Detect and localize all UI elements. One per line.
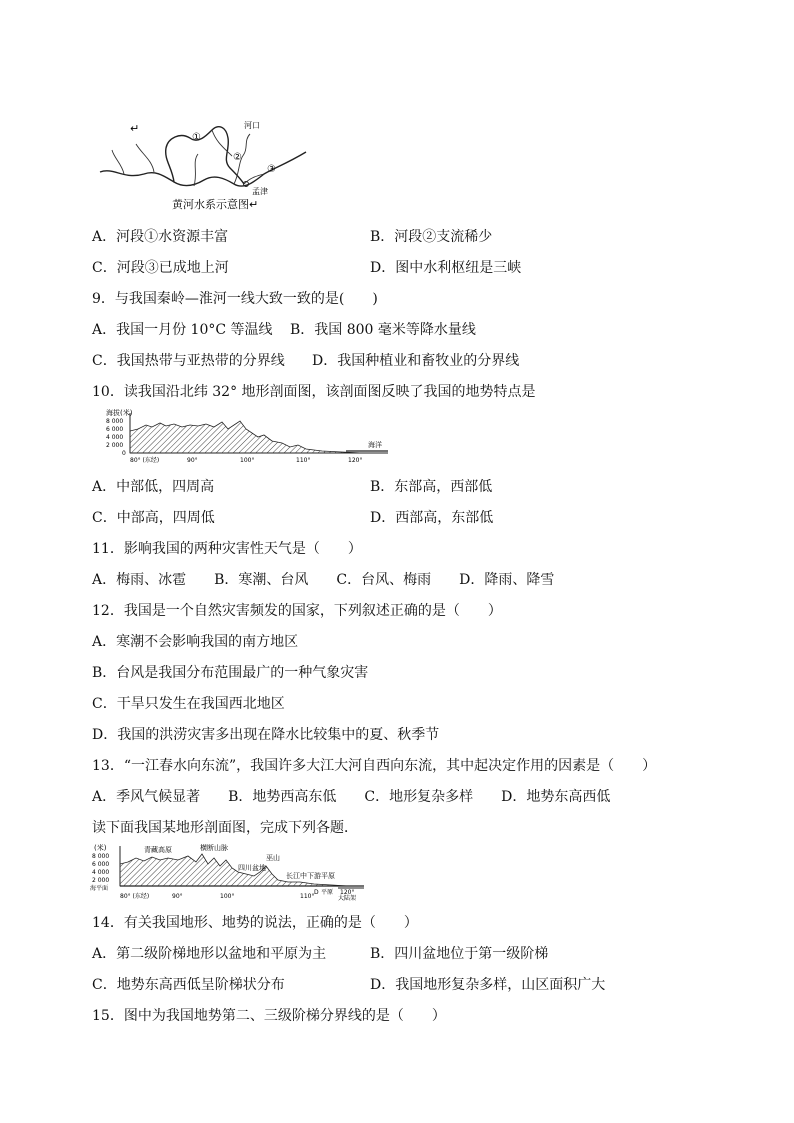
q14-ytick-2000: 2 000 (92, 877, 110, 884)
q15-stem: 15．图中为我国地势第二、三级阶梯分界线的是（ ） (92, 1008, 446, 1024)
q10-xtick-100: 100° (240, 457, 255, 464)
q8-option-d: D．图中水利枢纽是三峡 (370, 260, 522, 276)
q10-sea-label: 海洋 (368, 441, 382, 449)
q14-terrain-profile (88, 842, 368, 902)
q10-ytick-4000: 4 000 (106, 434, 124, 441)
q10-xtick-80: 80° (东经) (130, 457, 160, 464)
q10-option-c: C．中部高，四周低 (92, 510, 215, 526)
q12-option-c: C．干旱只发生在我国西北地区 (92, 696, 285, 712)
q14-option-c: C．地势东高西低呈阶梯状分布 (92, 977, 285, 993)
label-section-2: ② (233, 152, 242, 163)
q9-stem: 9．与我国秦岭—淮河一线大致一致的是( ) (92, 291, 378, 307)
label-section-1: ① (192, 132, 201, 143)
q9-option-a: A．我国一月份 10°C 等温线 (92, 322, 273, 338)
q14-xtick-100: 100° (220, 893, 235, 900)
q14-sea-level: 海平面 (90, 885, 109, 892)
q14-xtick-80: 80° (东经) (120, 893, 150, 900)
q14-ytick-8000: 8 000 (92, 853, 110, 860)
q10-option-b: B．东部高，西部低 (370, 479, 493, 495)
q10-xtick-120: 120° (348, 457, 363, 464)
q14-label-wushan: 巫山 (266, 854, 280, 862)
q10-ytick-6000: 6 000 (106, 426, 124, 433)
q14-label-pingyuan: 平原 (321, 889, 334, 896)
q14-label-qingzang: 青藏高原 (144, 846, 172, 854)
q14-profile-figure (88, 842, 368, 902)
q14-label-d: D (314, 889, 319, 896)
section-intro: 读下面我国某地形剖面图，完成下列各题． (92, 820, 358, 836)
label-section-3: ③ (267, 164, 276, 175)
q10-option-d: D．西部高，东部低 (370, 510, 494, 526)
q10-xtick-110: 110° (296, 457, 311, 464)
q13-stem: 13．“一江春水向东流”，我国许多大江大河自西向东流，其中起决定作用的因素是（ ） (92, 758, 657, 774)
q14-option-b: B．四川盆地位于第一级阶梯 (370, 946, 549, 962)
label-return-mark: ↵ (130, 122, 140, 135)
q14-option-a: A．第二级阶梯地形以盆地和平原为主 (92, 946, 327, 962)
q10-stem: 10．读我国沿北纬 32° 地形剖面图，该剖面图反映了我国的地势特点是 (92, 384, 536, 400)
q8-option-c: C．河段③已成地上河 (92, 260, 229, 276)
q14-ytick-4000: 4 000 (92, 869, 110, 876)
label-hekou: 河口 (244, 121, 260, 130)
q12-option-a: A．寒潮不会影响我国的南方地区 (92, 634, 299, 650)
q14-xtick-120: 120° (340, 889, 355, 896)
yellow-river-map (94, 112, 314, 214)
q14-xtick-110: 110° (300, 893, 315, 900)
q14-xtick-90: 90° (172, 893, 183, 900)
q10-terrain-profile (92, 407, 392, 465)
q14-ylabel: (米) (94, 844, 107, 852)
q12-option-b: B．台风是我国分布范围最广的一种气象灾害 (92, 665, 369, 681)
q14-option-d: D．我国地形复杂多样，山区面积广大 (370, 977, 606, 993)
q10-ylabel: 海拔(米) (106, 409, 133, 417)
yellow-river-sketch (94, 112, 314, 214)
q10-ytick-8000: 8 000 (106, 418, 124, 425)
q9-option-d: D．我国种植业和畜牧业的分界线 (312, 353, 520, 369)
q11-options: A．梅雨、冰雹 B．寒潮、台风 C．台风、梅雨 D．降雨、降雪 (92, 572, 555, 588)
q10-xtick-90: 90° (187, 457, 198, 464)
q8-option-b: B．河段②支流稀少 (370, 229, 493, 245)
q13-options: A．季风气候显著 B．地势西高东低 C．地形复杂多样 D．地势东高西低 (92, 789, 611, 805)
label-mengjin: 孟津 (252, 187, 268, 196)
q9-option-c: C．我国热带与亚热带的分界线 (92, 353, 285, 369)
fig8-caption: 黄河水系示意图↵ (172, 198, 259, 211)
q10-profile-figure (92, 407, 392, 465)
q10-ytick-0: 0 (122, 450, 126, 457)
q10-ytick-2000: 2 000 (106, 442, 124, 449)
q11-stem: 11．影响我国的两种灾害性天气是（ ） (92, 541, 362, 557)
q14-label-hengduan: 横断山脉 (200, 844, 228, 852)
q14-label-dalujia: 大陆架 (338, 895, 357, 902)
q14-stem: 14．有关我国地形、地势的说法，正确的是（ ） (92, 915, 418, 931)
q14-label-changjiang: 长江中下游平原 (286, 872, 335, 880)
q12-stem: 12．我国是一个自然灾害频发的国家，下列叙述正确的是（ ） (92, 603, 502, 619)
q12-option-d: D．我国的洪涝灾害多出现在降水比较集中的夏、秋季节 (92, 727, 440, 743)
q14-label-sichuan: 四川盆地 (238, 864, 266, 872)
q8-option-a: A．河段①水资源丰富 (92, 229, 229, 245)
q14-ytick-6000: 6 000 (92, 861, 110, 868)
q10-option-a: A．中部低，四周高 (92, 479, 215, 495)
q9-option-b: B．我国 800 毫米等降水量线 (290, 322, 476, 338)
